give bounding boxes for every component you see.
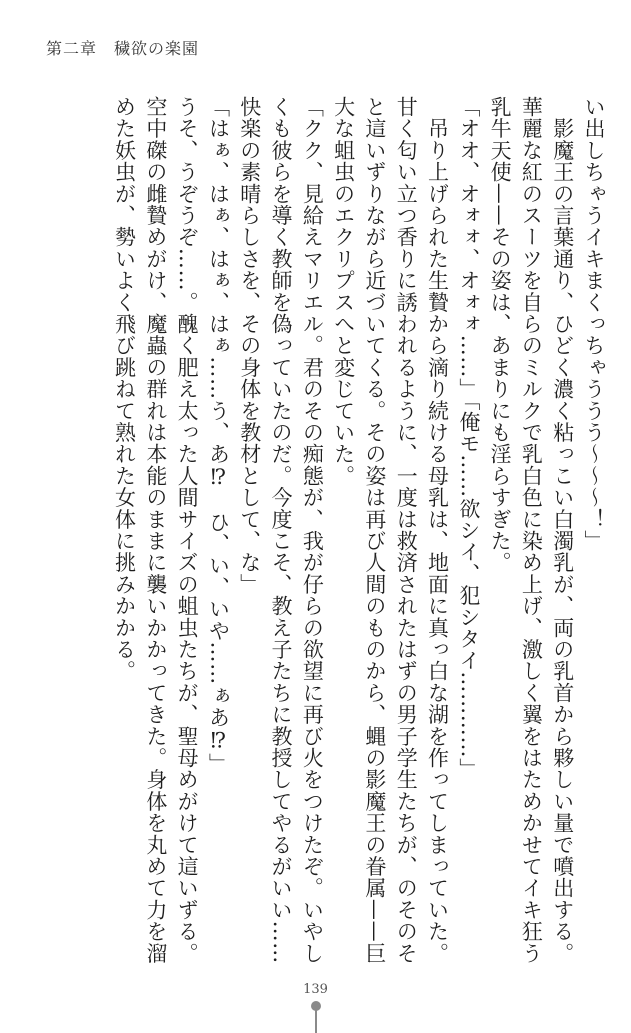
text-line: くも彼らを導く教師を偽っていたのだ。今度こそ、教え子たちに教授してやるがいい…… [269, 96, 294, 964]
folio-line-ornament [315, 1010, 317, 1033]
text-line: 影魔王の言葉通り、ひどく濃く粘っこい白濁乳が、両の乳首から夥しい量で噴出する。 [550, 96, 575, 964]
vertical-text-column [108, 96, 609, 976]
text-line: 「はぁ、はぁ、はぁ、はぁ……う、あ⁉ ひ、い、いや……ぁあ⁉」 [206, 96, 231, 775]
text-line: い出しちゃうイキまくっちゃううう〜〜〜！」 [582, 96, 606, 552]
text-line: めた妖虫が、勢いよく飛び跳ねて熟れた女体に挑みかかる。 [112, 96, 137, 682]
text-line: 快楽の素晴らしさを、その身体を教材として、な」 [237, 96, 262, 596]
text-line: と這いずりながら近づいてくる。その姿は再び人間のものから、蝿の影魔王の眷属——巨 [362, 96, 387, 965]
running-header: 第二章 穢欲の楽園 [46, 39, 200, 58]
text-line: 空中磔の雌贄めがけ、魔蟲の群れは本能のままに襲いかかってきた。身体を丸めて力を溜 [143, 96, 168, 965]
text-line: 「オオ、オォォ、オォォ……」「俺モ……欲シイ、犯シタイ…………」 [456, 96, 481, 780]
text-line: 甘く匂い立つ香りに誘われるように、一度は救済されたはずの男子学生たちが、のそのそ [394, 96, 419, 964]
text-line: 吊り上げられた生贄から滴り続ける母乳は、地面に真っ白な湖を作ってしまっていた。 [425, 96, 450, 965]
text-line: 「クク、見給えマリエル。君のその痴態が、我が仔らの欲望に再び火をつけたぞ。いやし [300, 96, 325, 965]
text-line: うそ、うぞうぞ……。醜く肥え太った人間サイズの蛆虫たちが、聖母めがけて這いずる。 [175, 96, 200, 964]
text-line: 華麗な紅のスーツを自らのミルクで乳白色に染め上げ、激しく翼をはためかせてイキ狂う [519, 96, 544, 964]
text-line: 乳牛天使——その姿は、あまりにも淫らすぎた。 [488, 96, 513, 574]
page-number: 139 [303, 982, 328, 997]
text-line: 大な蛆虫のエクリプスへと変じていた。 [331, 96, 356, 487]
